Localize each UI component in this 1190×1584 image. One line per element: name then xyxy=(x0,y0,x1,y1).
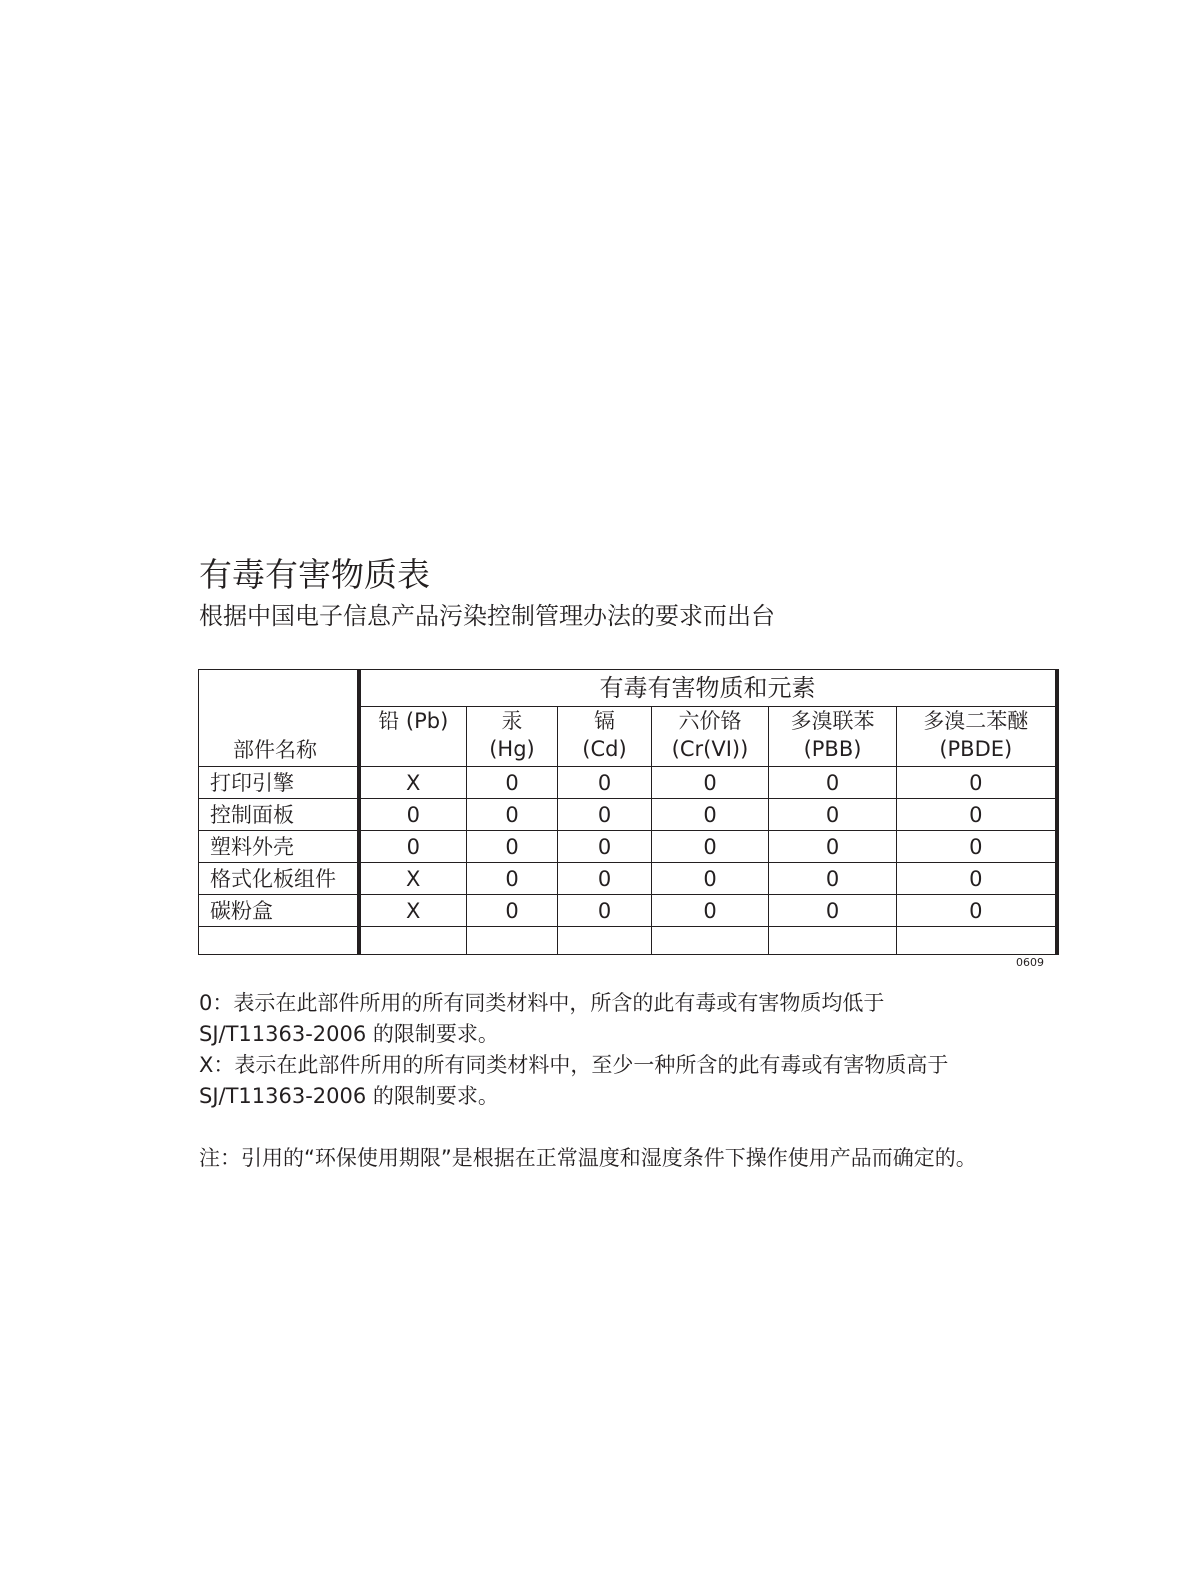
value-cell: 0 xyxy=(769,799,897,831)
notes-section xyxy=(199,988,1079,1174)
table-row xyxy=(199,831,1057,863)
value-cell: 0 xyxy=(652,831,769,863)
empty-cell xyxy=(652,927,769,955)
empty-cell xyxy=(558,927,652,955)
value-cell: 0 xyxy=(652,799,769,831)
zero-meaning-note-line2: SJ/T11363-2006 的限制要求。 xyxy=(199,1022,499,1046)
value-cell: 0 xyxy=(558,799,652,831)
notes-spacer xyxy=(199,1112,1079,1143)
document-code: 0609 xyxy=(1016,956,1044,969)
value-cell: 0 xyxy=(652,895,769,927)
part-name-cell: 碳粉盒 xyxy=(199,895,359,927)
column-header-lead: 铅 (Pb) xyxy=(359,707,467,767)
value-cell: 0 xyxy=(897,767,1057,799)
empty-cell xyxy=(769,927,897,955)
value-cell: 0 xyxy=(558,863,652,895)
value-cell: X xyxy=(359,767,467,799)
column-header-chromium: 六价铬 (Cr(VI)) xyxy=(652,707,769,767)
empty-cell xyxy=(467,927,558,955)
part-name-cell: 打印引擎 xyxy=(199,767,359,799)
document-subtitle: 根据中国电子信息产品污染控制管理办法的要求而出台 xyxy=(199,602,775,630)
empty-table-row xyxy=(199,927,1057,955)
value-cell: 0 xyxy=(467,799,558,831)
value-cell: 0 xyxy=(558,767,652,799)
value-cell: 0 xyxy=(897,863,1057,895)
value-cell: 0 xyxy=(897,799,1057,831)
value-cell: 0 xyxy=(652,767,769,799)
value-cell: 0 xyxy=(897,895,1057,927)
value-cell: X xyxy=(359,895,467,927)
value-cell: 0 xyxy=(359,799,467,831)
value-cell: 0 xyxy=(558,831,652,863)
column-header-mercury: 汞 (Hg) xyxy=(467,707,558,767)
value-cell: 0 xyxy=(652,863,769,895)
empty-cell xyxy=(897,927,1057,955)
part-name-cell: 格式化板组件 xyxy=(199,863,359,895)
value-cell: X xyxy=(359,863,467,895)
column-header-cadmium: 镉 (Cd) xyxy=(558,707,652,767)
column-header-pbde: 多溴二苯醚 (PBDE) xyxy=(897,707,1057,767)
empty-cell xyxy=(359,927,467,955)
part-name-cell: 控制面板 xyxy=(199,799,359,831)
part-name-header: 部件名称 xyxy=(199,670,359,767)
value-cell: 0 xyxy=(897,831,1057,863)
table-row xyxy=(199,767,1057,799)
x-meaning-note-line2: SJ/T11363-2006 的限制要求。 xyxy=(199,1084,499,1108)
value-cell: 0 xyxy=(769,895,897,927)
value-cell: 0 xyxy=(467,863,558,895)
value-cell: 0 xyxy=(359,831,467,863)
value-cell: 0 xyxy=(769,863,897,895)
document-title: 有毒有害物质表 xyxy=(199,555,430,594)
remark-note: 注：引用的“环保使用期限”是根据在正常温度和湿度条件下操作使用产品而确定的。 xyxy=(199,1146,977,1170)
zero-meaning-note-line1: 0：表示在此部件所用的所有同类材料中，所含的此有毒或有害物质均低于 xyxy=(199,991,885,1015)
substance-group-header: 有毒有害物质和元素 xyxy=(359,670,1057,707)
table-row xyxy=(199,863,1057,895)
table-row xyxy=(199,895,1057,927)
value-cell: 0 xyxy=(467,895,558,927)
table-row xyxy=(199,799,1057,831)
value-cell: 0 xyxy=(467,767,558,799)
value-cell: 0 xyxy=(769,831,897,863)
value-cell: 0 xyxy=(467,831,558,863)
part-name-cell: 塑料外壳 xyxy=(199,831,359,863)
empty-cell xyxy=(199,927,359,955)
hazardous-substance-table xyxy=(198,669,1059,955)
x-meaning-note-line1: X：表示在此部件所用的所有同类材料中，至少一种所含的此有毒或有害物质高于 xyxy=(199,1053,949,1077)
value-cell: 0 xyxy=(769,767,897,799)
value-cell: 0 xyxy=(558,895,652,927)
column-header-pbb: 多溴联苯 (PBB) xyxy=(769,707,897,767)
